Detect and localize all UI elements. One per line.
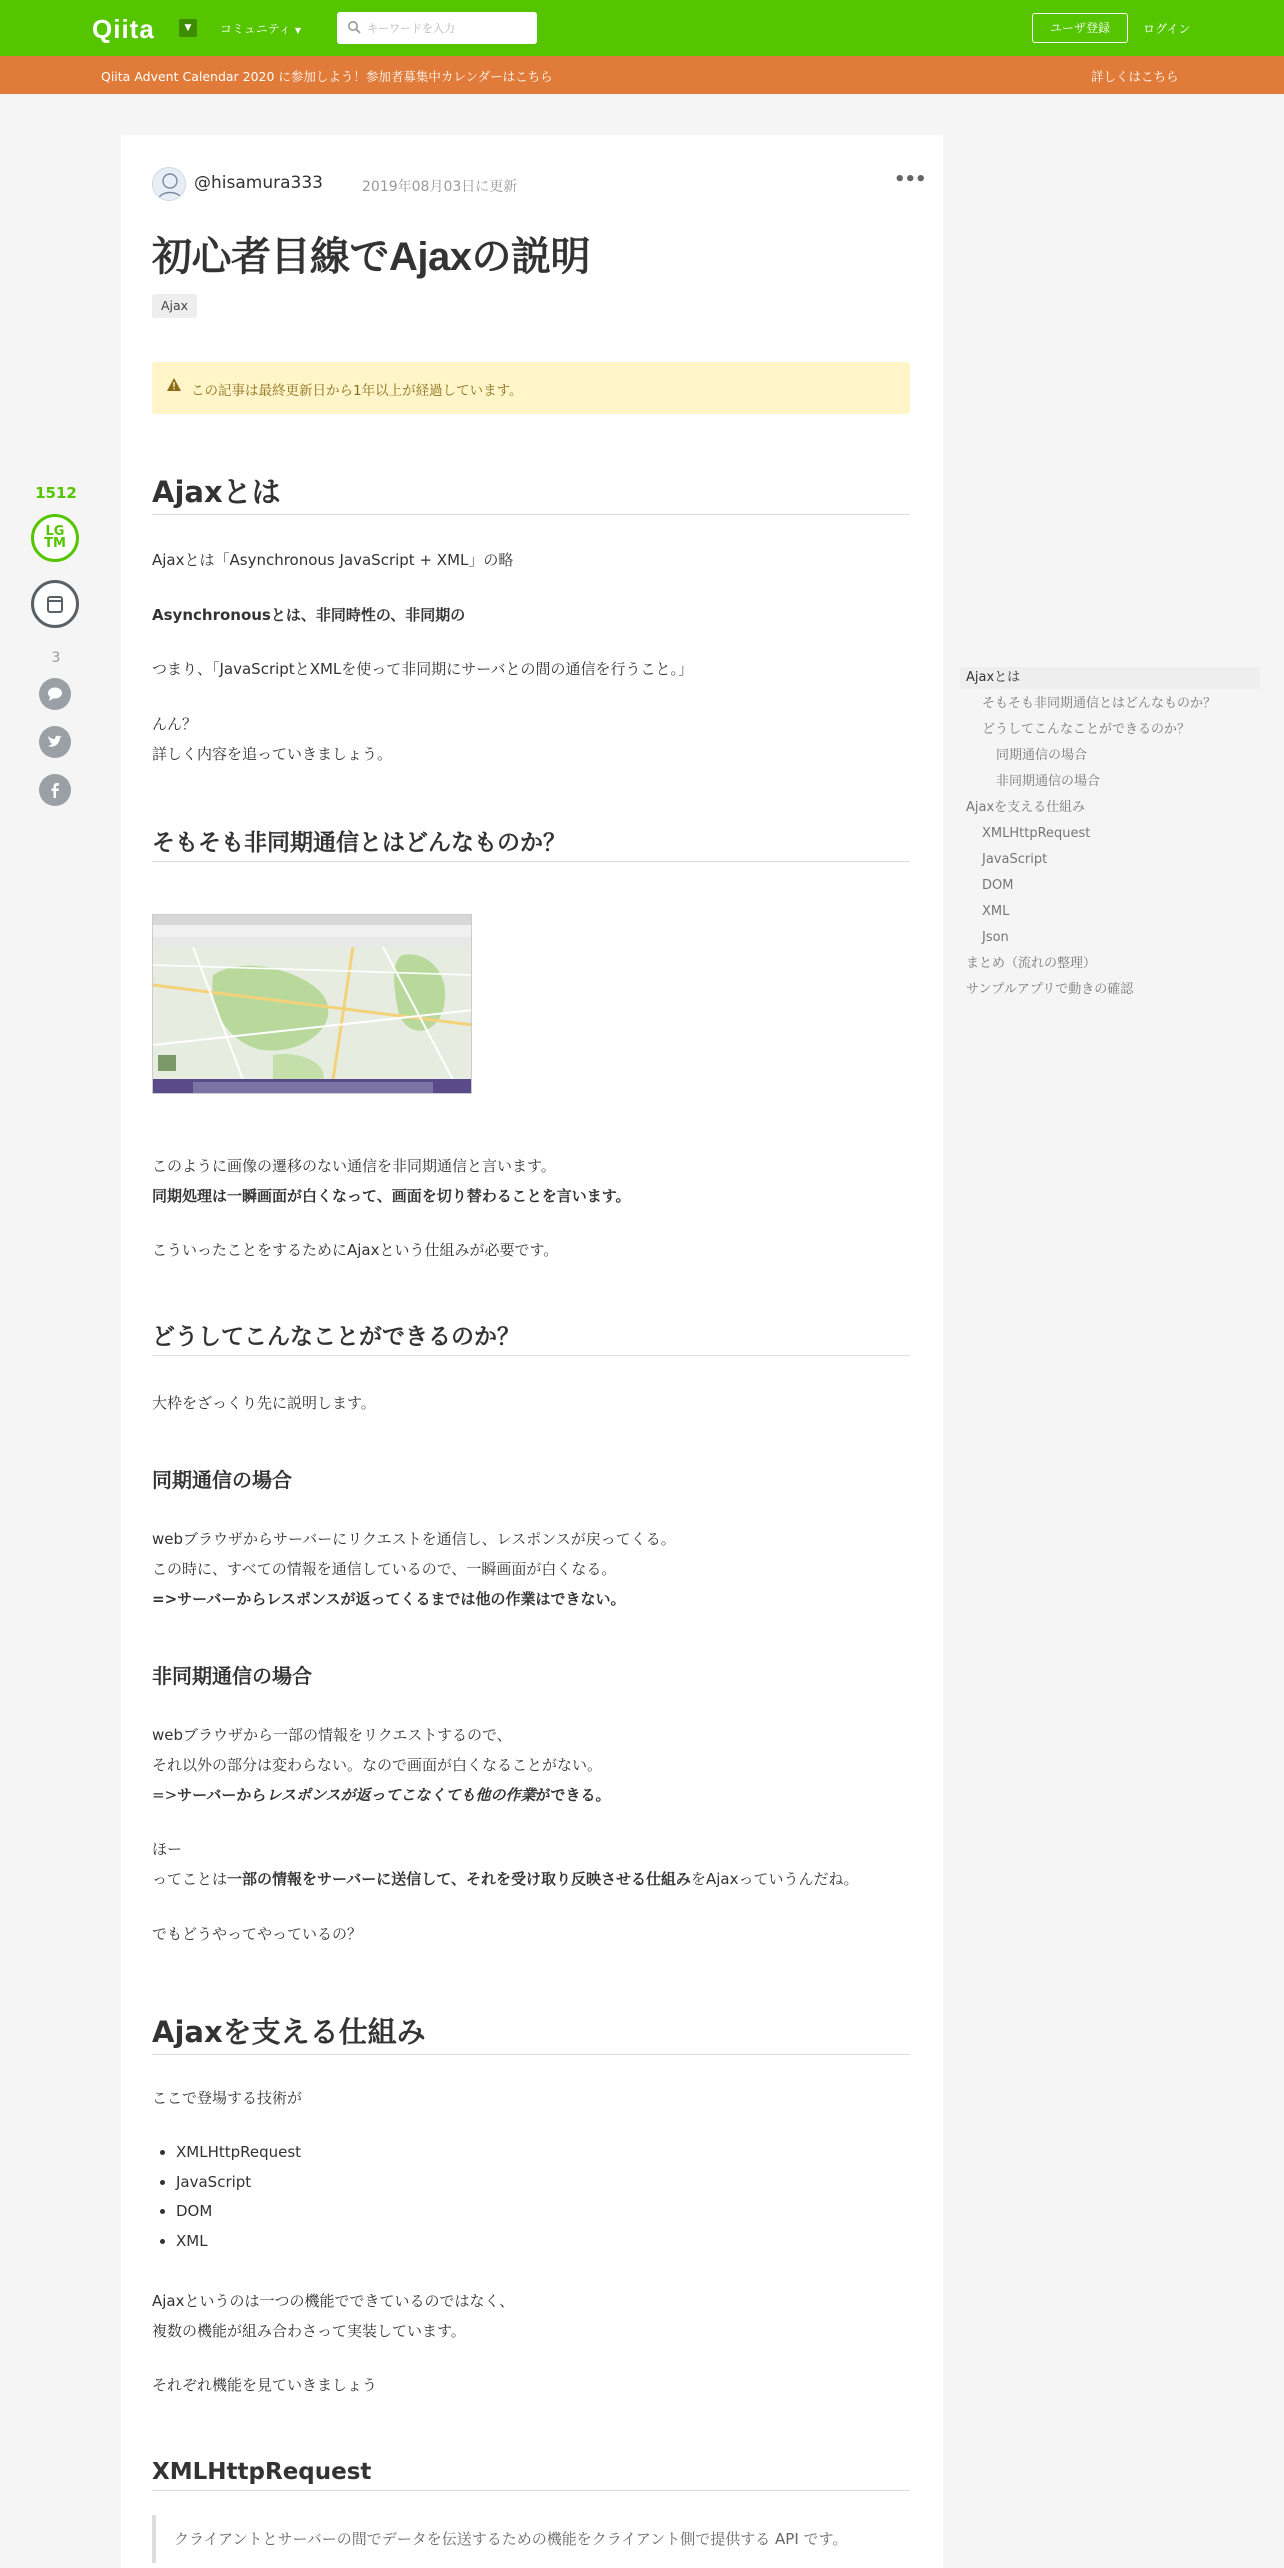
updated-date: 2019年08月03日に更新 xyxy=(362,179,518,195)
paragraph: この時に、すべての情報を通信しているので、一瞬画面が白くなる。 xyxy=(152,1560,617,1578)
paragraph: このように画像の遷移のない通信を非同期通信と言います。 xyxy=(152,1157,556,1175)
paragraph: それぞれ機能を見ていきましょう xyxy=(152,2376,378,2394)
lgtm-button[interactable] xyxy=(31,514,79,562)
paragraph xyxy=(152,1781,910,1811)
list-item: • JavaScript xyxy=(176,2168,910,2198)
chevron-down-icon: ▼ xyxy=(294,26,301,35)
text-span-bold: 一部の情報をサーバーに送信して、それを受け取り反映させる仕組み xyxy=(227,1870,691,1888)
paragraph: ここで登場する技術が xyxy=(152,2089,303,2107)
comment-icon xyxy=(46,685,64,703)
alert-text: この記事は最終更新日から1年以上が経過しています。 xyxy=(191,383,523,399)
search-box[interactable] xyxy=(337,12,537,44)
text-span-bold: ができる。 xyxy=(535,1786,611,1804)
toc-item[interactable]: XML xyxy=(982,904,1010,919)
paragraph: 同期処理は一瞬画面が白くなって、画面を切り替わることを言います。 xyxy=(152,1187,631,1205)
paragraph: こういったことをするためにAjaxという仕組みが必要です。 xyxy=(152,1241,559,1259)
paragraph xyxy=(152,1865,910,1895)
heading-xhr: XMLHttpRequest xyxy=(152,2454,910,2491)
user-avatar-icon xyxy=(153,168,186,201)
text-span: ってことは xyxy=(152,1870,228,1888)
heading-ajax: Ajaxとは xyxy=(152,472,910,515)
paragraph: 複数の機能が組み合わさって実装しています。 xyxy=(152,2322,466,2340)
paragraph: 大枠をざっくり先に説明します。 xyxy=(152,1394,376,1412)
toc-item[interactable]: 同期通信の場合 xyxy=(996,748,1088,763)
paragraph: それ以外の部分は変わらない。なので画面が白くなることがない。 xyxy=(152,1756,603,1774)
community-label: コミュニティ xyxy=(220,22,291,36)
paragraph: webブラウザから一部の情報をリクエストするので、 xyxy=(152,1726,512,1744)
search-input[interactable] xyxy=(367,17,529,39)
toc-item-ajax[interactable]: Ajaxとは xyxy=(960,667,1260,689)
toc-item[interactable]: まとめ（流れの整理） xyxy=(966,956,1097,971)
paragraph: =>サーバーからレスポンスが返ってくるまでは他の作業はできない。 xyxy=(152,1590,626,1608)
paragraph: でもどうやってやっているの？ xyxy=(152,1925,363,1943)
tag-ajax[interactable]: Ajax xyxy=(152,294,197,318)
paragraph: んん？ xyxy=(152,715,198,733)
twitter-icon xyxy=(46,733,64,751)
text-span-bold: サーバーから xyxy=(177,1786,267,1804)
global-header xyxy=(0,0,1284,56)
lgtm-label-bottom: TM xyxy=(44,536,66,551)
map-image xyxy=(153,915,472,1094)
toc-item[interactable]: Json xyxy=(982,930,1009,945)
tech-list xyxy=(152,2138,910,2256)
paragraph: つまり、「JavaScriptとXMLを使って非同期にサーバとの間の通信を行うこと。」 xyxy=(152,660,694,678)
map-screenshot-image[interactable] xyxy=(152,914,472,1094)
heading-sync: 同期通信の場合 xyxy=(152,1468,292,1492)
lgtm-label-top: LG xyxy=(45,524,65,539)
stock-button[interactable] xyxy=(31,580,79,628)
heading-nonsync: 非同期通信の場合 xyxy=(152,1664,312,1688)
lgtm-count: 1512 xyxy=(35,484,77,502)
toc-item[interactable]: そもそも非同期通信とはどんなものか？ xyxy=(982,696,1217,711)
paragraph: 詳しく内容を追っていきましょう。 xyxy=(152,745,393,763)
toc-item[interactable]: Ajaxを支える仕組み xyxy=(966,800,1086,815)
page-title: 初心者目線でAjaxの説明 xyxy=(152,235,590,279)
toc-item[interactable]: JavaScript xyxy=(982,852,1048,867)
toc-item[interactable]: どうしてこんなことができるのか？ xyxy=(982,722,1191,737)
paragraph: ほー xyxy=(152,1840,183,1858)
toc-item[interactable]: サンプルアプリで動きの確認 xyxy=(966,982,1134,997)
login-link[interactable]: ログイン xyxy=(1143,22,1191,36)
list-item: • XML xyxy=(176,2227,910,2257)
list-item: • DOM xyxy=(176,2197,910,2227)
toc-item[interactable]: DOM xyxy=(982,878,1014,893)
toc-item[interactable]: 非同期通信の場合 xyxy=(996,774,1101,789)
facebook-icon xyxy=(46,781,64,799)
facebook-share-button[interactable] xyxy=(39,774,71,806)
blockquote: クライアントとサーバーの間でデータを伝送するための機能をクライアント側で提供する API です。 xyxy=(152,2515,910,2563)
more-options-button[interactable]: ••• xyxy=(894,169,926,190)
paragraph: Ajaxとは「Asynchronous JavaScript + XML」の略 xyxy=(152,551,514,569)
article-body xyxy=(121,135,943,2568)
text-span: => xyxy=(152,1786,178,1804)
heading-how: どうしてこんなことができるのか？ xyxy=(152,1319,910,1356)
paragraph: webブラウザからサーバーにリクエストを通信し、レスポンスが戻ってくる。 xyxy=(152,1530,676,1548)
text-span: をAjaxっていうんだね。 xyxy=(690,1870,859,1888)
avatar[interactable] xyxy=(152,167,186,201)
paragraph: Ajaxというのは一つの機能でできているのではなく、 xyxy=(152,2292,515,2310)
paragraph: Asynchronousとは、非同時性の、非同期の xyxy=(152,606,466,624)
community-menu[interactable] xyxy=(220,20,301,37)
banner-text[interactable]: Qiita Advent Calendar 2020 に参加しよう！参加者募集中カレンダーはこちら xyxy=(101,69,553,84)
author-row xyxy=(152,167,926,203)
outdated-alert xyxy=(152,362,910,414)
stock-icon xyxy=(45,594,65,614)
banner-details-link[interactable]: 詳しくはこちら xyxy=(1091,69,1179,84)
twitter-share-button[interactable] xyxy=(39,726,71,758)
comment-button[interactable] xyxy=(39,678,71,710)
list-item: • XMLHttpRequest xyxy=(176,2138,910,2168)
warning-icon xyxy=(167,378,181,391)
comment-count: 3 xyxy=(51,650,61,666)
toc-item[interactable]: XMLHttpRequest xyxy=(982,826,1091,841)
qiita-logo[interactable]: Qiita xyxy=(92,14,155,44)
heading-async: そもそも非同期通信とはどんなものか？ xyxy=(152,825,910,862)
author-name[interactable]: @hisamura333 xyxy=(194,173,323,193)
search-icon xyxy=(347,20,361,34)
heading-support: Ajaxを支える仕組み xyxy=(152,2012,910,2055)
text-span-bold-italic: レスポンスが返ってこなくても他の作業 xyxy=(266,1786,536,1804)
signup-button[interactable]: ユーザ登録 xyxy=(1032,13,1128,43)
advent-calendar-banner xyxy=(0,56,1284,94)
logo-menu-caret-icon[interactable]: ▼ xyxy=(179,19,197,37)
